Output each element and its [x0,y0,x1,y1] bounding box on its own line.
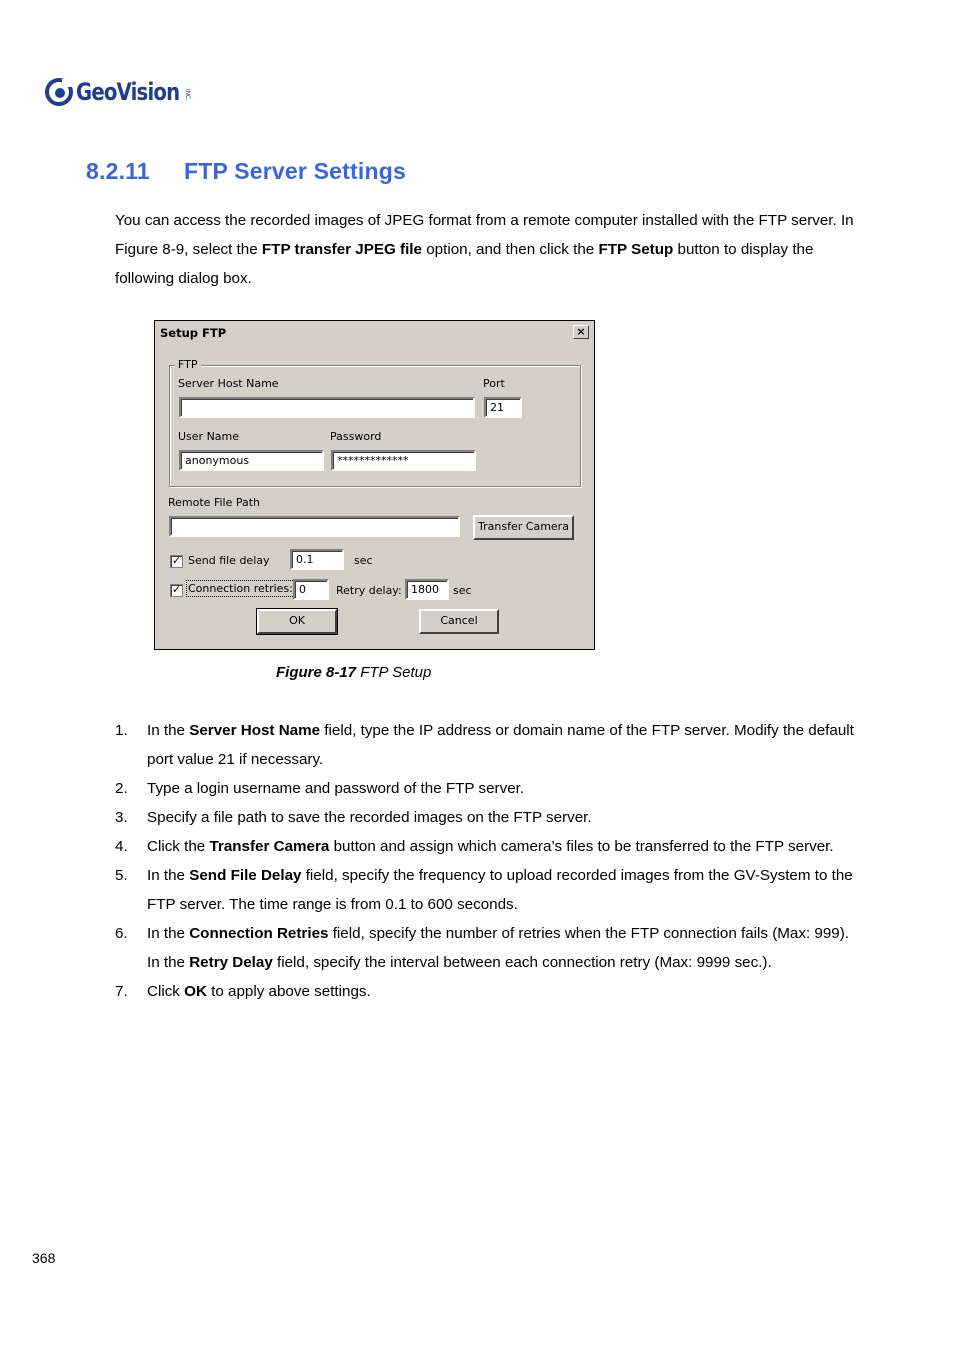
port-input[interactable]: 21 [484,397,522,418]
step-number: 3. [115,809,128,826]
server-host-label: Server Host Name [178,377,279,390]
send-delay-unit: sec [354,554,373,567]
step-number: 5. [115,867,128,884]
step-text: In the [147,867,190,884]
send-delay-label: Send file delay [188,554,270,567]
step-number: 6. [115,925,128,942]
step-number: 2. [115,780,128,797]
cancel-button[interactable]: Cancel [419,609,499,634]
intro-text-3: button to display the following dialog box. [115,241,814,287]
remote-path-input[interactable] [169,516,460,537]
step-bold: Retry Delay [189,954,273,971]
dialog-title: Setup FTP [160,326,227,340]
intro-bold-2: FTP Setup [598,241,674,258]
step-text: Specify a file path to save the recorded images on the FTP server. [147,809,592,826]
dialog-titlebar[interactable] [157,323,592,342]
brand-name: GeoVision [76,78,180,106]
step-text: to apply above settings. [206,983,371,1000]
list-item [115,919,860,977]
connection-retries-checkbox[interactable]: ✓ [171,583,182,596]
intro-bold-1: FTP transfer JPEG file [261,241,422,258]
remote-path-label: Remote File Path [168,496,261,509]
section-heading [86,158,406,185]
steps-list [115,716,860,1006]
step-number: 1. [115,722,128,739]
figure-caption [276,664,431,681]
intro-text-1: You can access the recorded images of JPEG format from a remote computer installed with the FTP server. In Figure 8-9, select the [115,212,854,258]
retry-delay-input[interactable]: 1800 [405,579,449,600]
step-text: In the [147,722,190,739]
list-item [115,774,860,803]
retry-delay-label: Retry delay: [336,584,402,597]
send-delay-input[interactable]: 0.1 [290,549,344,570]
step-text: field, type the IP address or domain name of the FTP server. Modify the default port value 21 if necessary. [147,722,854,768]
user-name-label: User Name [178,430,240,443]
retry-delay-unit: sec [453,584,472,597]
step-bold: Connection Retries [189,925,329,942]
send-delay-checkbox[interactable]: ✓ [171,554,182,567]
password-label: Password [330,430,382,443]
list-item [115,803,860,832]
connection-retries-label: Connection retries: [188,582,293,595]
section-number: 8.2.11 [86,158,150,184]
step-text: field, specify the frequency to upload recorded images from the GV-System to the FTP server. The time range is from 0.1 to 600 seconds. [147,867,853,913]
step-bold: OK [184,983,207,1000]
step-text: In the [147,925,190,942]
port-label: Port [483,377,505,390]
user-name-input[interactable]: anonymous [179,450,324,471]
step-text: Type a login username and password of the FTP server. [147,780,525,797]
intro-text-2: option, and then click the [421,241,599,258]
brand-tm: INC. [183,89,190,101]
step-text: Click [147,983,185,1000]
list-item [115,832,860,861]
step-text: field, specify the number of retries when the FTP connection fails (Max: 999). In the [147,925,850,971]
step-bold: Server Host Name [189,722,321,739]
connection-retries-input[interactable]: 0 [293,579,329,600]
figure-label: Figure 8-17 [276,664,357,681]
step-text: field, specify the interval between each connection retry (Max: 9999 sec.). [272,954,772,971]
password-input[interactable]: ************* [331,450,476,471]
step-text: button and assign which camera’s files to be transferred to the FTP server. [329,838,834,855]
step-number: 7. [115,983,128,1000]
geovision-eye-icon [44,77,74,107]
section-title: FTP Server Settings [184,158,406,184]
setup-ftp-dialog [154,320,595,650]
ftp-group-label: FTP [175,358,201,371]
geovision-logo [44,74,190,110]
intro-paragraph [115,206,855,293]
list-item [115,977,860,1006]
step-bold: Transfer Camera [209,838,330,855]
figure-title: FTP Setup [356,664,432,681]
list-item [115,716,860,774]
step-bold: Send File Delay [189,867,302,884]
list-item [115,861,860,919]
page-number: 368 [32,1250,56,1266]
server-host-input[interactable] [179,397,475,418]
step-text: Click the [147,838,210,855]
step-number: 4. [115,838,128,855]
ok-button[interactable]: OK [257,609,337,634]
transfer-camera-button[interactable]: Transfer Camera [473,515,574,540]
close-icon[interactable]: × [573,325,589,339]
